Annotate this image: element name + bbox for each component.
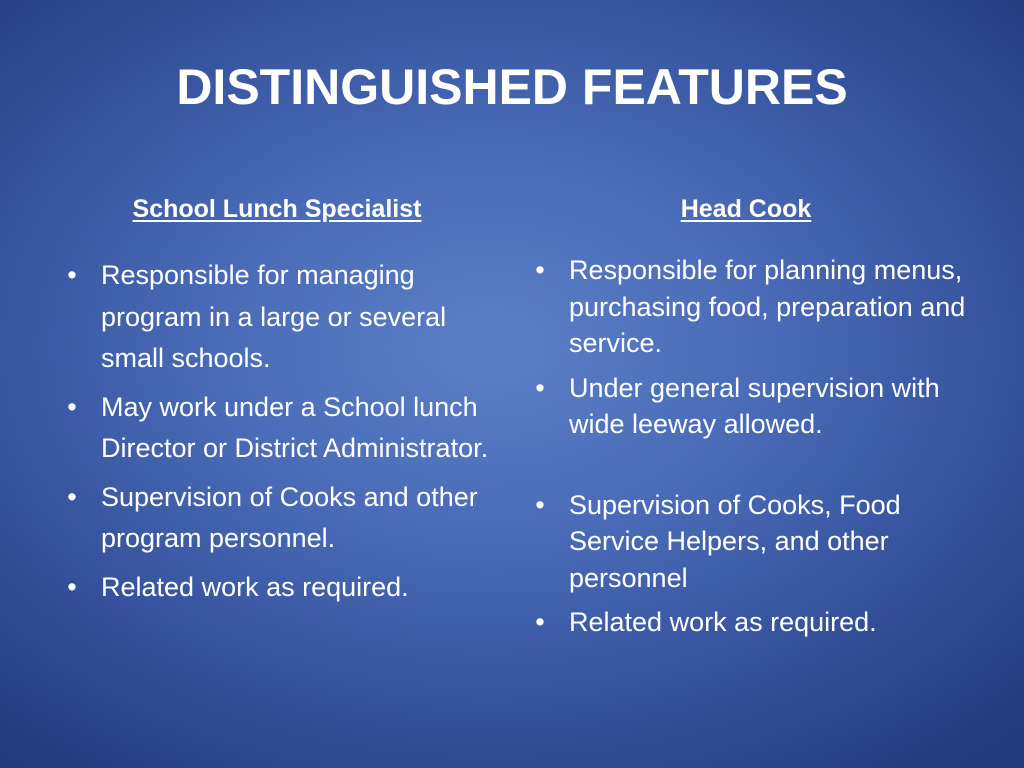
slide-title: DISTINGUISHED FEATURES	[176, 59, 848, 115]
bullet-icon: •	[535, 489, 545, 520]
list-item	[528, 370, 968, 443]
column-heading-head-cook: Head Cook	[680, 195, 812, 223]
bullet-text: Under general supervision with wide leeway allowed.	[569, 372, 940, 439]
list-item	[60, 477, 500, 560]
bullet-text: Supervision of Cooks, Food Service Helpers, and other personnel	[569, 489, 901, 593]
list-item	[60, 387, 500, 470]
list-item	[60, 567, 500, 609]
list-item	[60, 255, 500, 380]
list-item	[528, 252, 968, 362]
head-cook-column	[528, 193, 968, 649]
bullet-list	[60, 255, 500, 608]
bullet-text: Supervision of Cooks and other program personnel.	[101, 481, 478, 553]
bullet-text: Responsible for planning menus, purchasing food, preparation and service.	[569, 255, 966, 358]
bullet-icon: •	[67, 391, 77, 422]
bullet-text: Related work as required.	[101, 571, 409, 602]
bullet-icon: •	[535, 372, 545, 403]
list-item	[528, 487, 968, 597]
bullet-text: Related work as required.	[569, 607, 877, 637]
bullet-text: May work under a School lunch Director or District Administrator.	[101, 391, 489, 463]
column-heading-school-lunch-specialist: School Lunch Specialist	[132, 195, 422, 223]
bullet-text: Responsible for managing program in a large or several small schools.	[101, 260, 447, 373]
bullet-list	[528, 252, 968, 641]
list-item	[528, 604, 968, 641]
bullet-icon: •	[535, 607, 545, 637]
bullet-icon: •	[67, 571, 77, 602]
bullet-icon: •	[67, 260, 77, 290]
bullet-icon: •	[535, 255, 545, 285]
bullet-icon: •	[67, 481, 77, 512]
school-lunch-specialist-column	[60, 193, 500, 615]
